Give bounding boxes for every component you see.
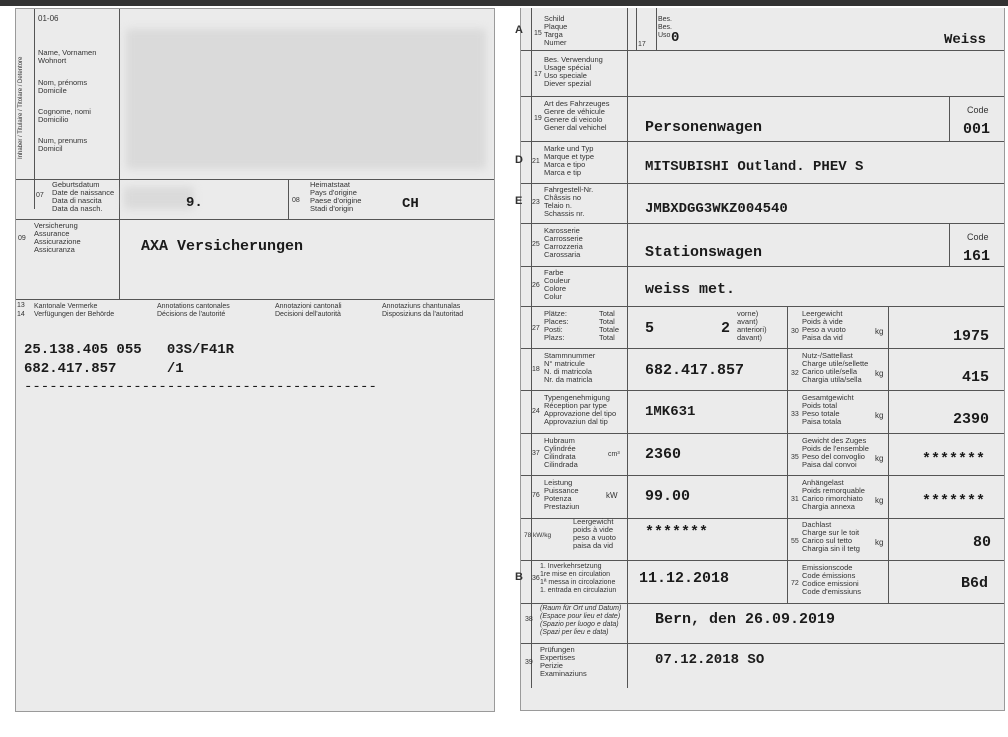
field-number: 25 bbox=[532, 241, 540, 248]
unit-label: kg bbox=[875, 496, 884, 505]
form-rule-line bbox=[521, 475, 1004, 476]
field-number: 31 bbox=[791, 496, 799, 503]
form-rule-line bbox=[288, 179, 289, 219]
inspection-value: 07.12.2018 SO bbox=[655, 652, 765, 668]
letter-d: D bbox=[515, 154, 523, 166]
field-number: 78 kW/kg bbox=[524, 532, 552, 539]
vehicle-type-value: Personenwagen bbox=[645, 119, 763, 136]
form-rule-line bbox=[521, 223, 1004, 224]
field-number: 19 bbox=[534, 115, 542, 122]
trailer-label: Anhängelast Poids remorquable Carico rimorchiato Chargia annexa bbox=[802, 478, 865, 511]
field-number: 35 bbox=[791, 454, 799, 461]
train-weight-value: ******* bbox=[922, 451, 986, 468]
regnum-value: 682.417.857 bbox=[645, 362, 745, 379]
emission-label: Emissionscode Code émissions Codice emissioni Code d'emissiuns bbox=[802, 563, 861, 596]
trailer-value: ******* bbox=[922, 493, 986, 510]
form-rule-line bbox=[949, 96, 950, 141]
firstreg-label: 1. Inverkehrsetzung 1re mise en circulation 1ª messa in circolazione 1. entrada en circulaziun bbox=[540, 563, 617, 594]
redacted-birthdate bbox=[124, 187, 194, 209]
form-rule-line bbox=[16, 219, 494, 220]
unit-label: kg bbox=[875, 369, 884, 378]
train-weight-label: Gewicht des Zuges Poids de l'ensemble Peso del convoglio Paisa dal convoi bbox=[802, 436, 869, 469]
form-rule-line bbox=[636, 8, 637, 50]
top-edge-bar bbox=[0, 0, 1008, 6]
field-number: 36 bbox=[532, 575, 540, 582]
field-number: 38 bbox=[525, 616, 533, 623]
name-label-fr: Nom, prénoms Domicile bbox=[38, 78, 88, 95]
right-page bbox=[515, 8, 1005, 711]
unit-label: kW bbox=[606, 491, 618, 500]
field-number: 24 bbox=[532, 408, 540, 415]
form-rule-line bbox=[521, 183, 1004, 184]
field-number: 07 bbox=[36, 192, 44, 199]
total-weight-label: Gesamtgewicht Poids total Peso totale Paisa totala bbox=[802, 393, 854, 426]
form-rule-line bbox=[521, 141, 1004, 142]
cantonal-header-fr: Annotations cantonales Décisions de l'autorité bbox=[157, 303, 230, 318]
form-rule-line bbox=[521, 643, 1004, 644]
use-label: Bes. Bes. Uso bbox=[658, 16, 673, 39]
field-number: 37 bbox=[532, 450, 540, 457]
field-number: 72 bbox=[791, 580, 799, 587]
cantonal-header-rm: Annotaziuns chantunalas Disposiziuns da l'autoritad bbox=[382, 303, 464, 318]
make-label: Marke und Typ Marque et type Marca e tipo Marca e tip bbox=[544, 144, 595, 177]
color-top-value: Weiss bbox=[944, 32, 987, 48]
code2-value: 161 bbox=[963, 248, 991, 265]
field-number: 23 bbox=[532, 199, 540, 206]
field-number: 08 bbox=[292, 197, 300, 204]
form-rule-line bbox=[521, 433, 1004, 434]
seats-total-label: Total Total Totale Total bbox=[599, 309, 620, 342]
insurance-label: Versicherung Assurance Assicurazione Assicuranza bbox=[34, 221, 81, 254]
seats-front-label: vorne) avant) anteriori) davant) bbox=[737, 309, 767, 342]
unit-label: cm³ bbox=[608, 451, 620, 458]
insurance-value: AXA Versicherungen bbox=[141, 238, 304, 255]
code1-value: 001 bbox=[963, 121, 991, 138]
form-rule-line bbox=[521, 348, 1004, 349]
letter-e: E bbox=[515, 195, 523, 207]
field-number: 17 bbox=[638, 41, 646, 48]
payload-value: 415 bbox=[962, 369, 990, 386]
roof-value: 80 bbox=[973, 534, 992, 551]
field-number: 26 bbox=[532, 282, 540, 289]
payload-label: Nutz-/Sattellast Charge utile/sellette Carico utile/sella Chargia utila/sella bbox=[802, 351, 869, 384]
seats-label: Plätze: Places: Posti: Plazs: bbox=[544, 309, 569, 342]
field-number: 13 bbox=[17, 302, 25, 309]
body-value: Stationswagen bbox=[645, 244, 763, 261]
letter-a: A bbox=[515, 24, 523, 36]
field-number: 17 bbox=[534, 71, 542, 78]
power-value: 99.00 bbox=[645, 488, 691, 505]
form-rule-line bbox=[787, 306, 788, 603]
form-rule-line bbox=[521, 96, 1004, 97]
total-weight-value: 2390 bbox=[953, 411, 990, 428]
field-number: 55 bbox=[791, 538, 799, 545]
place-value: Bern, den 26.09.2019 bbox=[655, 611, 836, 628]
origin-value: CH bbox=[402, 196, 419, 212]
use-value: 0 bbox=[671, 30, 680, 46]
ratio-value: ******* bbox=[645, 524, 709, 541]
chassis-label: Fahrgestell-Nr. Châssis no Telaio n. Schassis nr. bbox=[544, 185, 594, 218]
place-label: (Raum für Ort und Datum) (Espace pour lieu et date) (Spazio per luogo e data) (Spazi per lieu e data) bbox=[540, 605, 622, 636]
birthdate-value: 9. bbox=[186, 195, 203, 211]
field-number: 76 bbox=[532, 492, 540, 499]
form-rule-line bbox=[521, 603, 1004, 604]
code2-label: Code bbox=[967, 232, 989, 242]
roof-label: Dachlast Charge sur le toit Carico sul tetto Chargia sin il tetg bbox=[802, 520, 860, 553]
seats-total-value: 5 bbox=[645, 320, 655, 337]
empty-weight-value: 1975 bbox=[953, 328, 990, 345]
form-rule-line bbox=[656, 8, 657, 50]
typeapp-value: 1MK631 bbox=[645, 404, 696, 420]
birthdate-label: Geburtsdatum Date de naissance Data di nascita Data da nasch. bbox=[52, 180, 115, 213]
emission-value: B6d bbox=[961, 575, 989, 592]
field-number: 15 bbox=[534, 30, 542, 37]
color-value: weiss met. bbox=[645, 281, 736, 298]
body-label: Karosserie Carrosserie Carrozzeria Carossaria bbox=[544, 226, 583, 259]
form-rule-line bbox=[949, 223, 950, 266]
unit-label: kg bbox=[875, 538, 884, 547]
form-rule-line bbox=[888, 306, 889, 603]
empty-weight-label: Leergewicht Poids à vide Peso a vuoto Paisa da vid bbox=[802, 309, 846, 342]
field-number: 18 bbox=[532, 366, 540, 373]
regnum-label: Stammnummer N° matricule N. di matricola Nr. da matricla bbox=[544, 351, 596, 384]
displacement-value: 2360 bbox=[645, 446, 682, 463]
ratio-label: Leergewicht poids à vide peso a vuoto paisa da vid bbox=[573, 517, 616, 550]
typeapp-label: Typengenehmigung Réception par type Approvazione del tipo Approvaziun dal tip bbox=[544, 393, 617, 426]
holder-vertical-label: Inhaber / Titulaire / Titolare / Detentore bbox=[18, 56, 24, 159]
firstreg-value: 11.12.2018 bbox=[639, 570, 730, 587]
unit-label: kg bbox=[875, 327, 884, 336]
form-rule-line bbox=[521, 50, 1004, 51]
field-number: 33 bbox=[791, 411, 799, 418]
field-number: 09 bbox=[18, 235, 26, 242]
vehicle-type-label: Art des Fahrzeuges Genre de véhicule Genere di veicolo Gener dal vehichel bbox=[544, 99, 610, 132]
inspection-label: Prüfungen Expertises Perizie Examinaziuns bbox=[540, 645, 587, 678]
cantonal-header-de: Kantonale Vermerke Verfügungen der Behörde bbox=[34, 303, 115, 318]
chassis-value: JMBXDGG3WKZ004540 bbox=[645, 201, 788, 217]
form-rule-line bbox=[16, 299, 494, 300]
name-label-de: Name, Vornamen Wohnort bbox=[38, 48, 97, 65]
field-number: 27 bbox=[532, 325, 540, 332]
field-number: 21 bbox=[532, 158, 540, 165]
special-use-label: Bes. Verwendung Usage spécial Uso speciale Diever spezial bbox=[544, 55, 603, 88]
form-rule-line bbox=[521, 560, 1004, 561]
make-value: MITSUBISHI Outland. PHEV S bbox=[645, 159, 864, 175]
displacement-label: Hubraum Cylindrée Cilindrata Cilindrada bbox=[544, 436, 578, 469]
unit-label: kg bbox=[875, 411, 884, 420]
cantonal-header-it: Annotazioni cantonali Decisioni dell'autorità bbox=[275, 303, 342, 318]
code1-label: Code bbox=[967, 105, 989, 115]
origin-label: Heimatstaat Pays d'origine Paese d'origine Stadi d'origin bbox=[310, 180, 362, 213]
letter-b: B bbox=[515, 571, 523, 583]
field-number: 30 bbox=[791, 328, 799, 335]
power-label: Leistung Puissance Potenza Prestaziun bbox=[544, 478, 580, 511]
seats-front-value: 2 bbox=[721, 320, 731, 337]
left-page bbox=[15, 8, 495, 712]
note-line-1: 25.138.405 055 03S/F41R bbox=[24, 342, 235, 358]
plate-label: Schild Plaque Targa Numer bbox=[544, 14, 568, 47]
note-line-2: 682.417.857 /1 bbox=[24, 361, 184, 377]
form-rule-line bbox=[521, 266, 1004, 267]
form-code: 01-06 bbox=[38, 14, 59, 23]
form-rule-line bbox=[119, 9, 120, 299]
name-label-rm: Num, prenums Domicil bbox=[38, 136, 88, 153]
note-dashes: ------------------------------------------ bbox=[24, 379, 377, 395]
unit-label: kg bbox=[875, 454, 884, 463]
color-label: Farbe Couleur Colore Colur bbox=[544, 268, 571, 301]
name-label-it: Cognome, nomi Domicilio bbox=[38, 107, 91, 124]
field-number: 32 bbox=[791, 370, 799, 377]
field-number: 14 bbox=[17, 311, 25, 318]
redacted-name bbox=[126, 29, 486, 169]
form-rule-line bbox=[521, 306, 1004, 307]
form-rule-line bbox=[521, 390, 1004, 391]
field-number: 39 bbox=[525, 659, 533, 666]
